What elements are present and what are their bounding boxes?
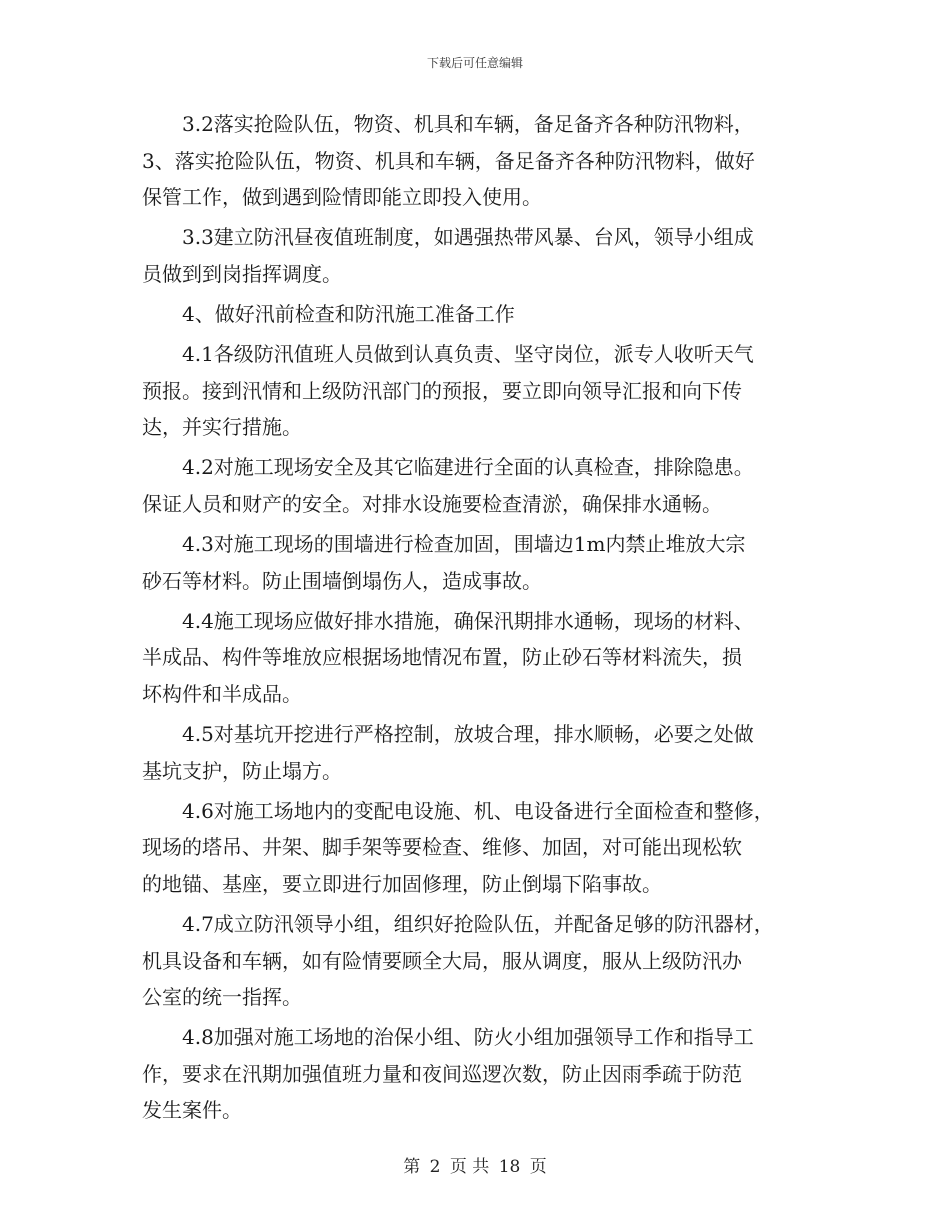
text-line: 4、做好汛前检查和防汛施工准备工作 [142, 301, 515, 326]
paragraph-4-3 [142, 526, 810, 599]
text-line: 员做到到岗指挥调度。 [142, 261, 342, 286]
text-line: 4.2对施工现场安全及其它临建进行全面的认真检查，排除隐患。 [142, 455, 754, 480]
text-line: 4.1各级防汛值班人员做到认真负责、坚守岗位，派专人收听天气 [142, 342, 754, 367]
text-line: 3、落实抢险队伍，物资、机具和车辆，备足备齐各种防汛物料，做好 [142, 148, 755, 173]
text-line: 机具设备和车辆，如有险情要顾全大局，服从调度，服从上级防汛办 [142, 948, 742, 973]
text-line: 4.3对施工现场的围墙进行检查加固，围墙边1m内禁止堆放大宗 [142, 532, 746, 557]
header-text: 下载后可任意编辑 [426, 56, 523, 70]
document-body [142, 106, 810, 1133]
paragraph-4-4 [142, 603, 810, 713]
paragraph-3-3 [142, 219, 810, 292]
total-page-count: 18 [498, 1157, 521, 1177]
text-line: 的地锚、基座，要立即进行加固修理，防止倒塌下陷事故。 [142, 871, 662, 896]
text-line: 3.2落实抢险队伍，物资、机具和车辆，备足备齐各种防汛物料， [142, 112, 754, 136]
page-header [0, 54, 950, 71]
paragraph-4-6 [142, 793, 810, 903]
footer-middle: 页 共 [449, 1157, 490, 1177]
text-line: 4.8加强对施工场地的治保小组、防火小组加强领导工作和指导工 [142, 1025, 754, 1050]
text-line: 预报。接到汛情和上级防汛部门的预报，要立即向领导汇报和向下传 [142, 378, 742, 403]
paragraph-4-1 [142, 336, 810, 446]
text-line: 半成品、构件等堆放应根据场地情况布置，防止砂石等材料流失，损 [142, 645, 742, 670]
current-page-number: 2 [429, 1157, 441, 1177]
text-line: 基坑支护，防止塌方。 [142, 758, 342, 783]
text-line: 4.7成立防汛领导小组，组织好抢险队伍，并配备足够的防汛器材， [142, 911, 774, 936]
text-line: 4.5对基坑开挖进行严格控制，放坡合理，排水顺畅，必要之处做 [142, 722, 754, 746]
text-line: 公室的统一指挥。 [142, 985, 302, 1010]
paragraph-4-7 [142, 906, 810, 1016]
text-line: 4.6对施工场地内的变配电设施、机、电设备进行全面检查和整修， [142, 798, 774, 823]
page-footer [0, 1152, 950, 1177]
text-line: 保证人员和财产的安全。对排水设施要检查清淤，确保排水通畅。 [142, 491, 722, 516]
footer-prefix: 第 [403, 1157, 421, 1177]
paragraph-3-2 [142, 106, 810, 216]
paragraph-4-heading [142, 296, 810, 333]
text-line: 现场的塔吊、井架、脚手架等要检查、维修、加固，对可能出现松软 [142, 835, 742, 860]
text-line: 作，要求在汛期加强值班力量和夜间巡逻次数，防止因雨季疏于防范 [142, 1061, 742, 1086]
footer-suffix: 页 [529, 1157, 547, 1177]
text-line: 发生案件。 [142, 1098, 242, 1123]
paragraph-4-2 [142, 449, 810, 522]
paragraph-4-5 [142, 716, 810, 789]
text-line: 保管工作，做到遇到险情即能立即投入使用。 [142, 185, 542, 210]
text-line: 坏构件和半成品。 [142, 681, 302, 706]
text-line: 砂石等材料。防止围墙倒塌伤人，造成事故。 [142, 568, 542, 593]
text-line: 达，并实行措施。 [142, 415, 302, 440]
text-line: 3.3建立防汛昼夜值班制度，如遇强热带风暴、台风，领导小组成 [142, 225, 754, 250]
paragraph-4-8 [142, 1019, 810, 1129]
text-line: 4.4施工现场应做好排水措施，确保汛期排水通畅，现场的材料、 [142, 608, 754, 633]
